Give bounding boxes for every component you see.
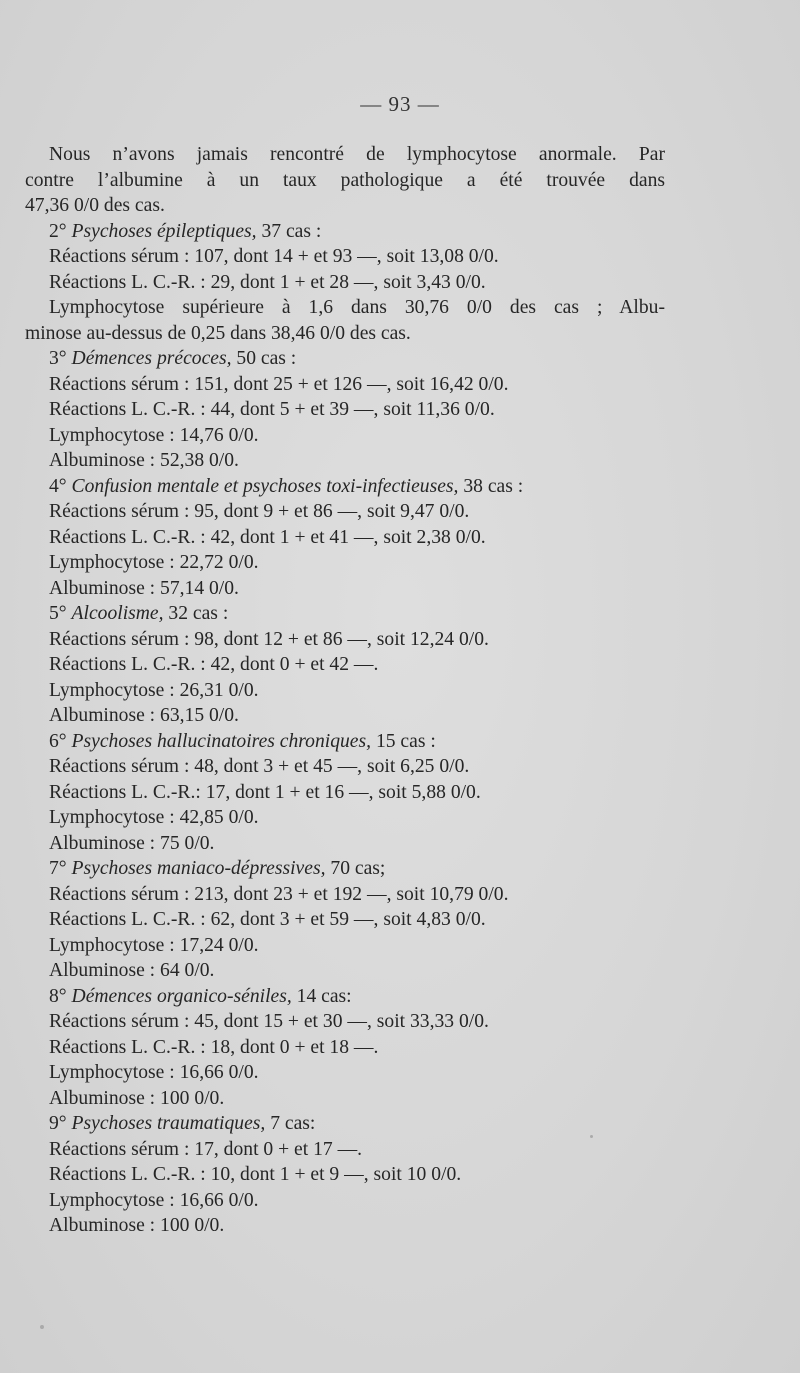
intro-line: Nous n’avons jamais rencontré de lymphocytose anormale. Par <box>49 144 665 165</box>
result-line: Réactions sérum : 107, dont 14 + et 93 —, soit 13,08 0/0. <box>49 246 499 267</box>
section-title: Démences précoces, <box>71 348 232 369</box>
result-line: Réactions L. C.-R. : 42, dont 1 + et 41 —, soit 2,38 0/0. <box>49 526 486 548</box>
section-number: 4° <box>49 475 67 497</box>
section-heading <box>25 856 665 882</box>
result-line: Lymphocytose : 42,85 0/0. <box>49 807 259 828</box>
section-number: 5° <box>49 603 67 624</box>
result-line: Lymphocytose supérieure à 1,6 dans 30,76 0/0 des cas ; Albu- <box>49 297 665 318</box>
result-line: Albuminose : 52,38 0/0. <box>49 450 239 471</box>
paper-speck <box>590 1135 593 1138</box>
result-line: Lymphocytose : 22,72 0/0. <box>49 552 259 573</box>
result-line: Réactions sérum : 151, dont 25 + et 126 —, soit 16,42 0/0. <box>49 373 509 395</box>
section-heading <box>25 1111 665 1137</box>
result-line: Lymphocytose : 26,31 0/0. <box>49 679 259 701</box>
result-line: Lymphocytose : 17,24 0/0. <box>49 934 259 956</box>
section-heading <box>25 984 665 1010</box>
section-heading <box>25 219 665 245</box>
result-line: Réactions L. C.-R. : 44, dont 5 + et 39 —, soit 11,36 0/0. <box>49 399 495 420</box>
page-number: — 93 — <box>360 92 440 116</box>
section-title: Confusion mentale et psychoses toxi-infectieuses, <box>71 475 459 497</box>
result-line: Réactions L. C.-R. : 42, dont 0 + et 42 —. <box>49 654 379 675</box>
section-title: Psychoses traumatiques, <box>71 1113 266 1134</box>
section-heading <box>25 601 665 627</box>
section-number: 7° <box>49 858 67 879</box>
result-line: Lymphocytose : 14,76 0/0. <box>49 424 259 446</box>
section-number: 9° <box>49 1113 67 1134</box>
result-line: Réactions L. C.-R. : 29, dont 1 + et 28 —, soit 3,43 0/0. <box>49 271 486 293</box>
intro-line: contre l’albumine à un taux pathologique a été trouvée dans <box>25 169 665 191</box>
result-line: Réactions L. C.-R. : 10, dont 1 + et 9 —, soit 10 0/0. <box>49 1164 462 1185</box>
section-number: 2° <box>49 220 67 242</box>
section-heading <box>25 729 665 755</box>
result-line: Albuminose : 100 0/0. <box>49 1215 225 1236</box>
section-case-count: 70 cas; <box>330 858 386 879</box>
result-line: Réactions sérum : 213, dont 23 + et 192 —, soit 10,79 0/0. <box>49 883 509 905</box>
section-number: 6° <box>49 730 67 752</box>
paper-speck <box>40 1325 44 1329</box>
result-line: Réactions sérum : 17, dont 0 + et 17 —. <box>49 1138 363 1160</box>
result-line: Albuminose : 100 0/0. <box>49 1087 225 1109</box>
result-line: Albuminose : 63,15 0/0. <box>49 705 239 726</box>
section-number: 3° <box>49 348 67 369</box>
result-line: Réactions sérum : 48, dont 3 + et 45 —, soit 6,25 0/0. <box>49 756 470 777</box>
section-title: Alcoolisme, <box>71 603 164 624</box>
section-case-count: 38 cas : <box>463 475 524 497</box>
page-body <box>25 142 665 1239</box>
result-line: Albuminose : 64 0/0. <box>49 960 215 981</box>
result-line: Réactions sérum : 45, dont 15 + et 30 —, soit 33,33 0/0. <box>49 1011 489 1032</box>
result-line: Lymphocytose : 16,66 0/0. <box>49 1189 259 1211</box>
section-heading <box>25 346 665 372</box>
section-case-count: 14 cas: <box>296 985 352 1007</box>
result-line: Réactions L. C.-R. : 62, dont 3 + et 59 —, soit 4,83 0/0. <box>49 909 486 930</box>
section-case-count: 50 cas : <box>236 348 297 369</box>
section-case-count: 37 cas : <box>261 220 322 242</box>
section-title: Psychoses épileptiques, <box>71 220 257 242</box>
result-line: Réactions sérum : 98, dont 12 + et 86 —, soit 12,24 0/0. <box>49 628 489 650</box>
result-line: Réactions L. C.-R.: 17, dont 1 + et 16 —, soit 5,88 0/0. <box>49 781 481 803</box>
section-number: 8° <box>49 985 67 1007</box>
section-title: Psychoses maniaco-dépressives, <box>71 858 326 879</box>
result-line: Albuminose : 75 0/0. <box>49 832 215 854</box>
section-title: Démences organico-séniles, <box>71 985 292 1007</box>
section-case-count: 32 cas : <box>168 603 229 624</box>
result-line: Lymphocytose : 16,66 0/0. <box>49 1062 259 1083</box>
sections-container <box>25 219 665 1239</box>
section-title: Psychoses hallucinatoires chroniques, <box>71 730 372 752</box>
result-line: Albuminose : 57,14 0/0. <box>49 577 239 599</box>
section-case-count: 15 cas : <box>375 730 436 752</box>
section-heading <box>25 474 665 500</box>
intro-line: 47,36 0/0 des cas. <box>25 195 165 216</box>
result-line: Réactions L. C.-R. : 18, dont 0 + et 18 —. <box>49 1036 379 1058</box>
result-line: Réactions sérum : 95, dont 9 + et 86 —, soit 9,47 0/0. <box>49 501 470 522</box>
result-line: minose au-dessus de 0,25 dans 38,46 0/0 des cas. <box>25 322 411 344</box>
section-case-count: 7 cas: <box>270 1113 316 1134</box>
